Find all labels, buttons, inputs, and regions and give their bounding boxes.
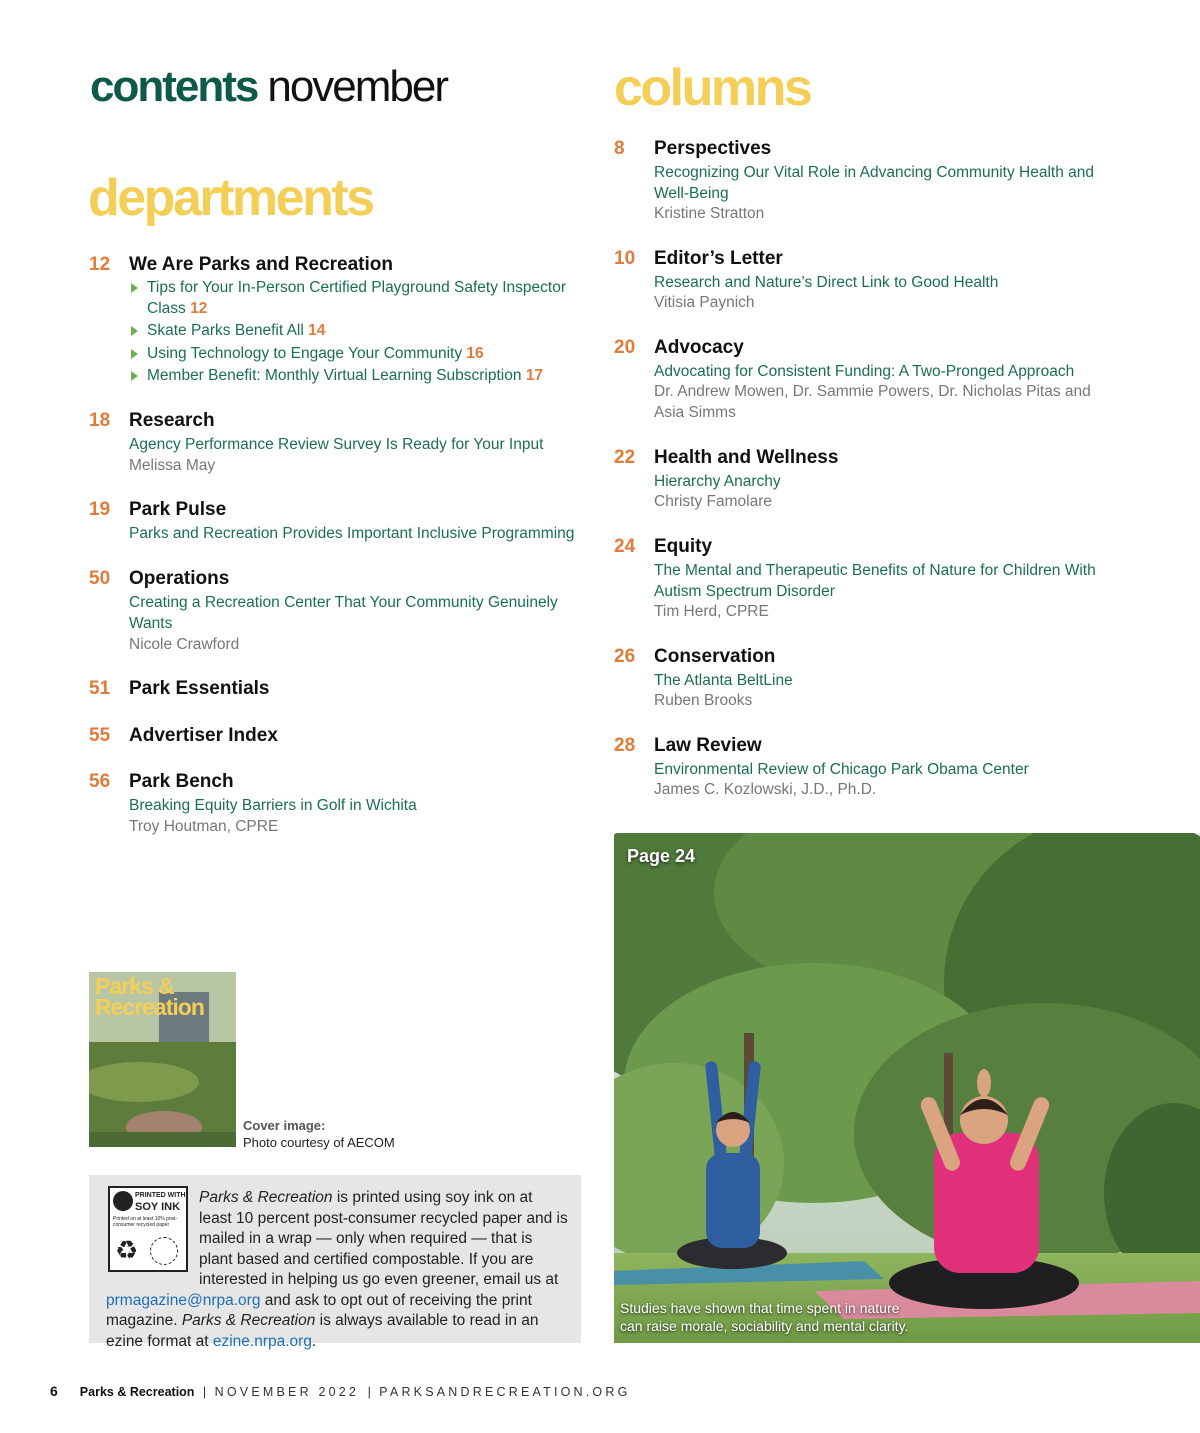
page-number: 28 <box>614 735 636 756</box>
footer-website[interactable]: PARKSANDRECREATION.ORG <box>379 1385 631 1399</box>
entry-author: Christy Famolare <box>654 493 772 510</box>
entry-author: Tim Herd, CPRE <box>654 603 769 620</box>
entry-title[interactable]: Conservation <box>654 646 776 667</box>
bullet-item[interactable] <box>129 278 574 319</box>
entry-subtitle[interactable]: Recognizing Our Vital Role in Advancing Community Health and Well-Being <box>654 164 1094 202</box>
entry-subtitle[interactable]: Creating a Recreation Center That Your Community Genuinely Wants <box>129 594 558 632</box>
bullet-page: 12 <box>190 299 208 317</box>
footer-separator: | <box>367 1385 371 1399</box>
photo-caption-line: can raise morale, sociability and mental clarity. <box>620 1318 909 1334</box>
entry-title[interactable]: Research <box>129 410 215 431</box>
entry-title[interactable]: Advocacy <box>654 337 744 358</box>
bullet-item[interactable] <box>129 366 574 387</box>
entry-subtitle[interactable]: Agency Performance Review Survey Is Ready for Your Input <box>129 436 544 453</box>
cover-caption <box>243 1117 395 1151</box>
cover-caption-label: Cover image: <box>243 1118 326 1133</box>
magazine-cover-thumbnail[interactable] <box>89 972 236 1147</box>
page-number: 50 <box>89 568 111 589</box>
entry-title[interactable]: Park Essentials <box>129 678 270 699</box>
entry-subtitle[interactable]: The Atlanta BeltLine <box>654 672 793 689</box>
entry-subtitle[interactable]: The Mental and Therapeutic Benefits of Nature for Children With Autism Spectrum Disorder <box>654 562 1096 600</box>
info-text-part: and ask to opt out of receiving the print magazine. <box>106 1291 532 1329</box>
yoga-scene-image <box>614 833 1200 1343</box>
bullet-list <box>129 278 574 389</box>
footer-magazine-name: Parks & Recreation <box>79 1385 195 1399</box>
masthead-contents: contents <box>90 62 258 111</box>
folio-page-number: 6 <box>50 1383 58 1399</box>
entry-subtitle[interactable]: Breaking Equity Barriers in Golf in Wichita <box>129 797 417 814</box>
page-number: 20 <box>614 337 636 358</box>
entry-author: Dr. Andrew Mowen, Dr. Sammie Powers, Dr. Nicholas Pitas and Asia Simms <box>654 383 1091 421</box>
triangle-bullet-icon <box>131 326 138 336</box>
entry-title[interactable]: Editor’s Letter <box>654 248 783 269</box>
photo-caption <box>620 1299 908 1335</box>
bullet-text: Member Benefit: Monthly Virtual Learning Subscription <box>147 367 522 384</box>
cover-title-line: Parks & <box>95 973 174 999</box>
footer-issue: NOVEMBER 2022 <box>214 1385 360 1399</box>
ezine-link[interactable]: ezine.nrpa.org <box>212 1332 312 1350</box>
triangle-bullet-icon <box>131 371 138 381</box>
entry-author: Melissa May <box>129 457 216 474</box>
entry-title[interactable]: Advertiser Index <box>129 725 278 746</box>
masthead <box>90 62 447 112</box>
entry-title[interactable]: Law Review <box>654 735 762 756</box>
entry-author: Vitisia Paynich <box>654 294 755 311</box>
entry-subtitle[interactable]: Hierarchy Anarchy <box>654 473 781 490</box>
page-number: 24 <box>614 536 636 557</box>
cover-title-line: Recreation <box>95 994 204 1020</box>
entry-author: Kristine Stratton <box>654 205 765 222</box>
recycle-icon: ♻ <box>115 1235 139 1265</box>
entry-title[interactable]: We Are Parks and Recreation <box>129 254 393 275</box>
photo-caption-line: Studies have shown that time spent in nature <box>620 1300 900 1316</box>
bullet-item[interactable] <box>129 321 574 342</box>
page-number: 51 <box>89 678 111 699</box>
info-text <box>106 1188 568 1352</box>
entry-title[interactable]: Operations <box>129 568 230 589</box>
page-footer <box>50 1383 631 1399</box>
bullet-text: Using Technology to Engage Your Community <box>147 344 463 362</box>
triangle-bullet-icon <box>131 349 138 359</box>
page-number: 10 <box>614 248 636 269</box>
entry-title[interactable]: Equity <box>654 536 713 557</box>
info-text-part: is always available to read in an ezine format at <box>106 1312 539 1350</box>
info-magazine-name: Parks & Recreation <box>199 1189 333 1206</box>
logo-spacer <box>106 1188 199 1272</box>
masthead-month: november <box>267 62 448 111</box>
info-text-part: . <box>311 1332 317 1350</box>
soy-logo-line1: PRINTED WITH <box>135 1192 186 1199</box>
page-number: 8 <box>614 138 625 159</box>
page-number: 19 <box>89 499 111 520</box>
cover-caption-text: Photo courtesy of AECOM <box>243 1135 395 1150</box>
entry-subtitle[interactable]: Environmental Review of Chicago Park Obama Center <box>654 761 1029 778</box>
entry-title[interactable]: Park Bench <box>129 771 234 792</box>
page-number: 55 <box>89 725 111 746</box>
departments-heading: departments <box>88 169 373 227</box>
photo-page-label: Page 24 <box>627 846 696 866</box>
info-text-part: is printed using soy ink on at least 10 percent post-consumer recycled paper and is mailed in a wrap — only when required — that is plant based and certified compostable. If you are interested in helping us go even greener, email us at <box>199 1189 568 1288</box>
entry-title[interactable]: Health and Wellness <box>654 447 839 468</box>
info-magazine-name: Parks & Recreation <box>181 1312 316 1329</box>
bullet-page: 16 <box>466 344 484 362</box>
entry-author: Nicole Crawford <box>129 636 240 653</box>
entry-title[interactable]: Park Pulse <box>129 499 227 520</box>
bullet-text: Skate Parks Benefit All <box>147 322 304 339</box>
soy-logo-small-text: Printed on at least 10% post-consumer recycled paper <box>113 1216 178 1228</box>
bullet-page: 14 <box>308 322 326 339</box>
page-number: 26 <box>614 646 636 667</box>
cover-magazine-title <box>95 973 204 1020</box>
bullet-page: 17 <box>525 367 544 384</box>
page-number: 12 <box>89 254 111 275</box>
entry-subtitle[interactable]: Parks and Recreation Provides Important Inclusive Programming <box>129 525 575 542</box>
page-number: 22 <box>614 447 636 468</box>
footer-separator: | <box>202 1385 207 1399</box>
entry-author: Troy Houtman, CPRE <box>129 818 279 835</box>
email-link[interactable]: prmagazine@nrpa.org <box>106 1291 261 1309</box>
bullet-item[interactable] <box>129 344 574 365</box>
entry-subtitle[interactable]: Advocating for Consistent Funding: A Two-Pronged Approach <box>654 363 1075 380</box>
entry-subtitle[interactable]: Research and Nature’s Direct Link to Good Health <box>654 274 999 291</box>
columns-heading: columns <box>614 59 811 117</box>
triangle-bullet-icon <box>131 283 138 293</box>
entry-title[interactable]: Perspectives <box>654 138 772 159</box>
entry-author: James C. Kozlowski, J.D., Ph.D. <box>654 781 877 798</box>
bullet-text: Tips for Your In-Person Certified Playground Safety Inspector Class <box>147 279 567 317</box>
page-number: 18 <box>89 410 111 431</box>
page-number: 56 <box>89 771 111 792</box>
soy-logo-line2: SOY INK <box>135 1201 181 1213</box>
entry-author: Ruben Brooks <box>654 692 753 709</box>
yoga-photo[interactable] <box>614 833 1200 1343</box>
